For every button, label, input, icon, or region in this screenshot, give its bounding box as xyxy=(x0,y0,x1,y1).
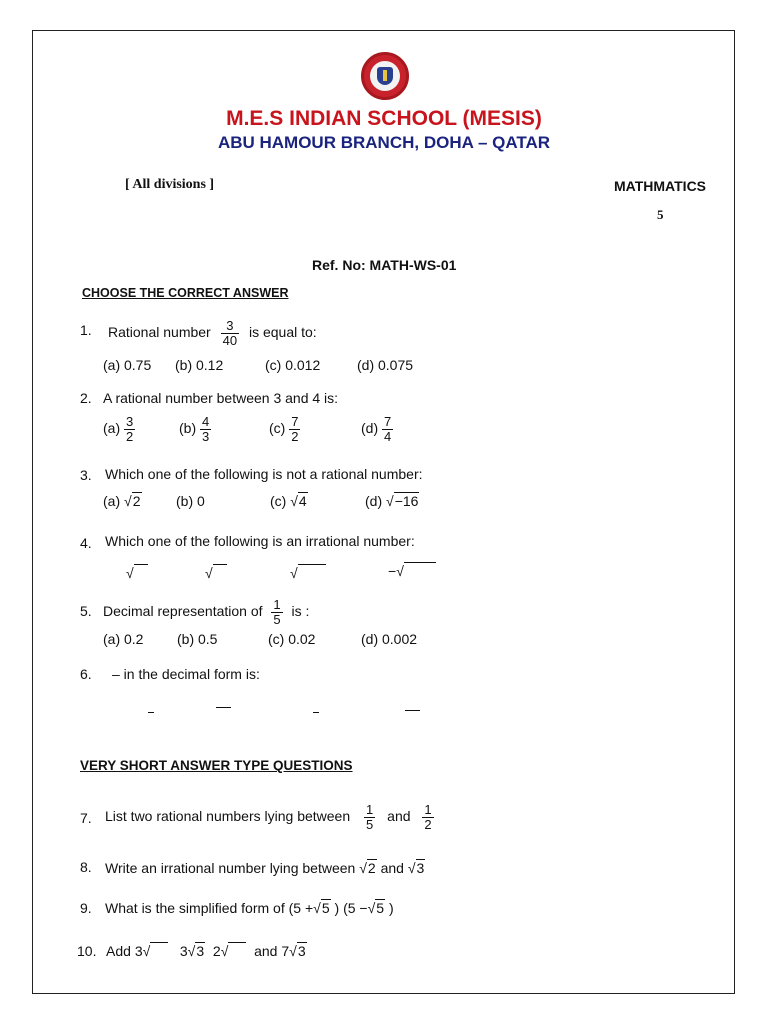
q9-radicand-1: 5 xyxy=(321,900,330,916)
ref-number: Ref. No: MATH-WS-01 xyxy=(312,257,457,273)
q3-a-label: (a) xyxy=(103,493,121,509)
q4-option-a: √ xyxy=(126,565,148,581)
q9-part-2: ) (5 − xyxy=(334,900,368,916)
q1-frac-den: 40 xyxy=(222,332,238,348)
q3-text: Which one of the following is not a rational number: xyxy=(105,466,423,482)
page-border xyxy=(32,30,735,994)
q2-d-den: 4 xyxy=(384,428,392,444)
q3-option-d: (d) √−16 xyxy=(365,493,419,509)
q3-option-b: (b) 0 xyxy=(176,493,205,509)
q2-option-d xyxy=(361,410,393,446)
q1-post: is equal to: xyxy=(248,324,317,340)
q10-text: Add 3√ 3√3 2√ and 7√3 xyxy=(106,943,306,959)
branch-name: ABU HAMOUR BRANCH, DOHA – QATAR xyxy=(217,133,551,152)
q2-option-b xyxy=(179,410,211,446)
q1-frac-num: 3 xyxy=(221,319,239,334)
section-title-mcq: CHOOSE THE CORRECT ANSWER xyxy=(82,286,289,300)
q1-option-a: (a) 0.75 xyxy=(103,357,152,373)
q4-option-b: √ xyxy=(205,565,227,581)
divisions-label: [ All divisions ] xyxy=(125,177,215,192)
q6-option-d xyxy=(405,710,420,711)
q5-text xyxy=(103,593,309,629)
q5-option-d: (d) 0.002 xyxy=(361,631,418,647)
q5-pre: Decimal representation of xyxy=(103,603,263,619)
q8-radicand-1: 2 xyxy=(367,860,376,876)
q7-text xyxy=(105,797,434,835)
q9-number: 9. xyxy=(80,900,92,916)
q9-part-1: (5 + xyxy=(288,900,314,916)
q7-fraction-1 xyxy=(364,803,375,831)
q3-a-radicand: 2 xyxy=(132,493,141,509)
q3-d-radicand: −16 xyxy=(394,493,419,509)
q4-option-d: −√ xyxy=(388,563,436,579)
grade-label: 5 xyxy=(657,207,664,222)
q5-fraction xyxy=(271,598,282,626)
q7-number: 7. xyxy=(80,810,92,826)
q5-option-b: (b) 0.5 xyxy=(177,631,218,647)
q7-f1-den: 5 xyxy=(366,816,374,832)
q10-term-2-radicand: 3 xyxy=(196,943,205,959)
q1-fraction xyxy=(221,319,239,347)
q2-a-num: 3 xyxy=(126,414,134,430)
q6-option-b xyxy=(216,707,231,708)
section-title-short-answer: VERY SHORT ANSWER TYPE QUESTIONS xyxy=(80,758,353,773)
q9-radicand-2: 5 xyxy=(376,900,385,916)
q10-term-1: 3 xyxy=(134,943,143,959)
q2-b-label: (b) xyxy=(179,420,197,436)
q7-pre: List two rational numbers lying between xyxy=(105,808,351,824)
q3-c-label: (c) xyxy=(270,493,287,509)
school-logo xyxy=(361,52,409,100)
q2-option-c xyxy=(269,410,300,446)
q2-b-num: 4 xyxy=(202,414,210,430)
q2-d-num: 7 xyxy=(384,414,392,430)
q10-mid: and xyxy=(254,943,278,959)
q3-d-label: (d) xyxy=(365,493,383,509)
q2-option-a xyxy=(103,410,135,446)
q2-c-fraction xyxy=(289,415,300,443)
q2-b-fraction xyxy=(200,415,211,443)
q10-term-3: 2 xyxy=(212,943,221,959)
q1-number: 1. xyxy=(80,322,92,338)
q7-f2-num: 1 xyxy=(424,802,432,818)
q8-mid: and xyxy=(380,860,404,876)
q2-c-num: 7 xyxy=(291,414,299,430)
q8-text: Write an irrational number lying between √2 and √3 xyxy=(105,860,425,876)
q3-option-a: (a) √2 xyxy=(103,493,141,509)
q2-d-fraction xyxy=(382,415,393,443)
q5-frac-den: 5 xyxy=(273,611,281,627)
q7-mid: and xyxy=(387,808,411,824)
q10-number: 10. xyxy=(77,943,97,959)
q10-term-2: 3 xyxy=(179,943,188,959)
q6-option-a xyxy=(148,712,154,713)
q2-number: 2. xyxy=(80,390,92,406)
q6-number: 6. xyxy=(80,666,92,682)
q2-a-den: 2 xyxy=(126,428,134,444)
q5-post: is : xyxy=(291,603,310,619)
q1-option-b: (b) 0.12 xyxy=(175,357,224,373)
q1-text xyxy=(108,314,317,350)
q7-fraction-2 xyxy=(422,803,433,831)
q7-f2-den: 2 xyxy=(424,816,432,832)
q1-option-c: (c) 0.012 xyxy=(265,357,321,373)
q2-a-fraction xyxy=(124,415,135,443)
q1-pre: Rational number xyxy=(108,324,211,340)
q9-text: What is the simplified form of (5 +√5 ) (5 −√5 ) xyxy=(105,900,394,916)
q2-b-den: 3 xyxy=(202,428,210,444)
q6-option-c xyxy=(313,712,319,713)
q5-frac-num: 1 xyxy=(273,597,281,613)
q1-option-d: (d) 0.075 xyxy=(357,357,414,373)
q2-d-label: (d) xyxy=(361,420,379,436)
q2-c-den: 2 xyxy=(291,428,299,444)
q4-d-prefix: − xyxy=(388,563,397,579)
q3-c-radicand: 4 xyxy=(298,493,307,509)
q10-term-4: 7 xyxy=(281,943,290,959)
school-name: M.E.S INDIAN SCHOOL (MESIS) xyxy=(226,107,542,130)
q6-text: – in the decimal form is: xyxy=(112,666,260,682)
q5-option-c: (c) 0.02 xyxy=(268,631,316,647)
q8-pre: Write an irrational number lying between xyxy=(105,860,356,876)
q3-option-c: (c) √4 xyxy=(270,493,307,509)
q2-c-label: (c) xyxy=(269,420,286,436)
subject-label: MATHMATICS xyxy=(614,178,707,194)
q10-term-4-radicand: 3 xyxy=(297,943,306,959)
q9-part-3: ) xyxy=(388,900,394,916)
q4-text: Which one of the following is an irrational number: xyxy=(105,533,415,549)
q9-pre: What is the simplified form of xyxy=(105,900,285,916)
q10-pre: Add xyxy=(106,943,131,959)
q2-text: A rational number between 3 and 4 is: xyxy=(103,390,339,406)
q7-f1-num: 1 xyxy=(366,802,374,818)
q8-number: 8. xyxy=(80,859,92,875)
q2-a-label: (a) xyxy=(103,420,121,436)
q4-option-c: √ xyxy=(290,565,326,581)
q3-number: 3. xyxy=(80,467,92,483)
q4-number: 4. xyxy=(80,535,92,551)
q5-option-a: (a) 0.2 xyxy=(103,631,144,647)
q8-radicand-2: 3 xyxy=(416,860,425,876)
q5-number: 5. xyxy=(80,603,92,619)
